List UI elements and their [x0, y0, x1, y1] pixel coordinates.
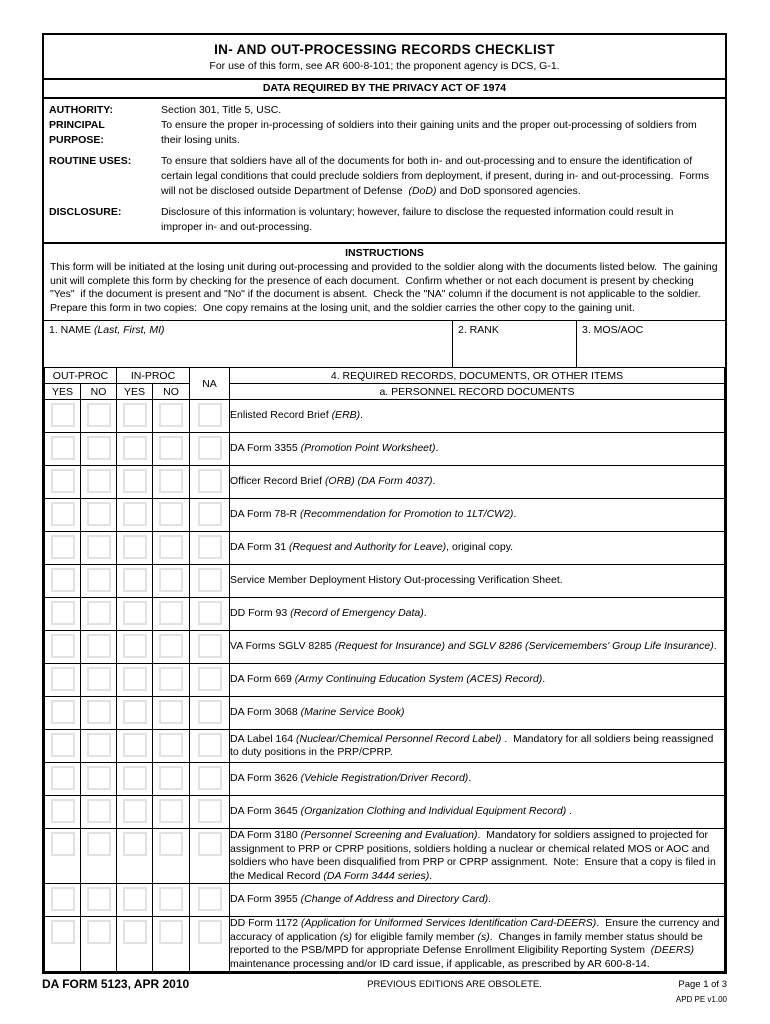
- checklist-row: [45, 565, 725, 598]
- checkbox-out-no[interactable]: [87, 601, 111, 625]
- apd-version: APD PE v1.00: [675, 995, 727, 1004]
- checkbox-cell-out-yes: [45, 466, 81, 499]
- checkbox-out-yes[interactable]: [51, 887, 75, 911]
- checkbox-cell-na: [190, 664, 230, 697]
- checkbox-in-no[interactable]: [159, 469, 183, 493]
- checkbox-in-yes[interactable]: [123, 436, 147, 460]
- checkbox-out-yes[interactable]: [51, 502, 75, 526]
- checkbox-cell-out-yes: [45, 763, 81, 796]
- checklist-body: [45, 400, 725, 972]
- checkbox-out-no[interactable]: [87, 887, 111, 911]
- checkbox-na[interactable]: [198, 733, 222, 757]
- checkbox-in-no[interactable]: [159, 766, 183, 790]
- checkbox-cell-na: [190, 433, 230, 466]
- checkbox-out-no[interactable]: [87, 469, 111, 493]
- instructions-text: This form will be initiated at the losing unit during out-processing and provided to the soldier along with the documents listed below. The gaining unit will complete this form by checking for the presence of each document. Confirm whether or not each document is present by checking "Yes" if the document is present and "No" if the document is absent. Check the "NA" column if the document is not applicable to the soldier. Prepare this form in two copies: One copy remains at the losing unit, and the soldier carries the other copy to the gaining unit.: [50, 261, 721, 314]
- checklist-item-text: DA Form 3626 (Vehicle Registration/Driver Record).: [230, 763, 725, 796]
- name-field: [44, 321, 453, 367]
- checkbox-cell-out-yes: [45, 433, 81, 466]
- checklist-item-text: DD Form 93 (Record of Emergency Data).: [230, 598, 725, 631]
- checkbox-na[interactable]: [198, 436, 222, 460]
- checkbox-cell-out-no: [81, 730, 117, 763]
- checkbox-cell-in-yes: [117, 796, 153, 829]
- checkbox-cell-out-yes: [45, 796, 81, 829]
- checkbox-cell-out-yes: [45, 917, 81, 972]
- checkbox-cell-out-no: [81, 499, 117, 532]
- checkbox-in-no[interactable]: [159, 887, 183, 911]
- instructions-section: [44, 244, 725, 321]
- checkbox-cell-in-no: [153, 763, 190, 796]
- checkbox-cell-out-no: [81, 664, 117, 697]
- checkbox-in-yes[interactable]: [123, 502, 147, 526]
- checkbox-in-yes[interactable]: [123, 920, 147, 944]
- checkbox-out-yes[interactable]: [51, 469, 75, 493]
- checkbox-out-yes[interactable]: [51, 799, 75, 823]
- checkbox-cell-in-yes: [117, 631, 153, 664]
- checkbox-in-no[interactable]: [159, 535, 183, 559]
- checkbox-na[interactable]: [198, 469, 222, 493]
- checkbox-cell-na: [190, 565, 230, 598]
- checkbox-cell-out-no: [81, 796, 117, 829]
- checklist-item-text: DA Form 3355 (Promotion Point Worksheet).: [230, 433, 725, 466]
- out-no-header: NO: [81, 384, 117, 400]
- checkbox-cell-in-no: [153, 730, 190, 763]
- checkbox-in-no[interactable]: [159, 832, 183, 856]
- checklist-row: [45, 917, 725, 972]
- checkbox-out-yes[interactable]: [51, 535, 75, 559]
- obsolete-note: PREVIOUS EDITIONS ARE OBSOLETE.: [367, 979, 542, 990]
- checkbox-out-no[interactable]: [87, 733, 111, 757]
- authority-label: AUTHORITY:: [49, 104, 113, 116]
- checklist-row: [45, 400, 725, 433]
- checkbox-na[interactable]: [198, 502, 222, 526]
- checkbox-in-no[interactable]: [159, 799, 183, 823]
- checkbox-out-no[interactable]: [87, 403, 111, 427]
- rank-label: 2. RANK: [458, 324, 499, 336]
- checkbox-cell-in-no: [153, 829, 190, 884]
- page-number: Page 1 of 3: [678, 979, 727, 990]
- checkbox-na[interactable]: [198, 601, 222, 625]
- checkbox-cell-out-no: [81, 884, 117, 917]
- mos-label: 3. MOS/AOC: [582, 324, 644, 336]
- checkbox-in-yes[interactable]: [123, 832, 147, 856]
- checklist-row: [45, 796, 725, 829]
- authority-text: Section 301, Title 5, USC.: [161, 104, 282, 116]
- checkbox-in-yes[interactable]: [123, 403, 147, 427]
- checklist-row: [45, 730, 725, 763]
- routine-uses-label: ROUTINE USES:: [49, 155, 132, 167]
- checkbox-na[interactable]: [198, 887, 222, 911]
- principal-purpose-text: To ensure the proper in-processing of soldiers into their gaining units and the proper out-processing of soldiers from their losing units.: [161, 119, 700, 146]
- checkbox-out-no[interactable]: [87, 568, 111, 592]
- checkbox-out-yes[interactable]: [51, 667, 75, 691]
- checklist-item-text: DA Form 3645 (Organization Clothing and Individual Equipment Record) .: [230, 796, 725, 829]
- checkbox-cell-in-no: [153, 697, 190, 730]
- privacy-section: [44, 99, 725, 244]
- checkbox-out-yes[interactable]: [51, 403, 75, 427]
- checkbox-out-no[interactable]: [87, 535, 111, 559]
- privacy-row-routine-uses: [49, 154, 717, 199]
- privacy-row-disclosure: [49, 205, 717, 235]
- checkbox-cell-in-no: [153, 400, 190, 433]
- checkbox-cell-out-yes: [45, 631, 81, 664]
- checkbox-cell-in-yes: [117, 499, 153, 532]
- section-title: 4. REQUIRED RECORDS, DOCUMENTS, OR OTHER ITEMS: [230, 368, 725, 384]
- checkbox-in-no[interactable]: [159, 436, 183, 460]
- checklist-row: [45, 466, 725, 499]
- checkbox-cell-out-no: [81, 433, 117, 466]
- checkbox-na[interactable]: [198, 535, 222, 559]
- checklist-row: [45, 884, 725, 917]
- checkbox-out-yes[interactable]: [51, 920, 75, 944]
- checklist-row: [45, 631, 725, 664]
- form-id: DA FORM 5123, APR 2010: [42, 977, 190, 991]
- checklist-row: [45, 499, 725, 532]
- checkbox-cell-in-yes: [117, 884, 153, 917]
- checklist-row: [45, 532, 725, 565]
- checkbox-na[interactable]: [198, 766, 222, 790]
- checkbox-cell-in-no: [153, 884, 190, 917]
- checkbox-in-yes[interactable]: [123, 799, 147, 823]
- checkbox-out-yes[interactable]: [51, 832, 75, 856]
- checkbox-cell-na: [190, 466, 230, 499]
- checkbox-na[interactable]: [198, 403, 222, 427]
- checkbox-cell-out-yes: [45, 598, 81, 631]
- privacy-row-authority: [49, 103, 717, 118]
- checkbox-cell-in-no: [153, 466, 190, 499]
- checkbox-out-no[interactable]: [87, 766, 111, 790]
- checkbox-na[interactable]: [198, 634, 222, 658]
- out-proc-header: OUT-PROC: [45, 368, 117, 384]
- checkbox-cell-na: [190, 884, 230, 917]
- checkbox-cell-in-no: [153, 796, 190, 829]
- checklist-row: [45, 433, 725, 466]
- checkbox-cell-in-yes: [117, 697, 153, 730]
- instructions-title: INSTRUCTIONS: [345, 247, 424, 259]
- checklist-table: [44, 367, 725, 972]
- section-subtitle: a. PERSONNEL RECORD DOCUMENTS: [230, 384, 725, 400]
- checkbox-cell-na: [190, 598, 230, 631]
- checkbox-cell-na: [190, 697, 230, 730]
- checkbox-cell-out-yes: [45, 532, 81, 565]
- checklist-item-text: VA Forms SGLV 8285 (Request for Insurance) and SGLV 8286 (Servicemembers' Group Life Insurance).: [230, 631, 725, 664]
- checkbox-cell-in-yes: [117, 730, 153, 763]
- checkbox-cell-in-no: [153, 917, 190, 972]
- checkbox-cell-out-no: [81, 631, 117, 664]
- checkbox-in-no[interactable]: [159, 733, 183, 757]
- checkbox-cell-out-no: [81, 565, 117, 598]
- checklist-row: [45, 829, 725, 884]
- title-block: [44, 35, 725, 80]
- checkbox-cell-na: [190, 499, 230, 532]
- checkbox-in-yes[interactable]: [123, 887, 147, 911]
- checkbox-cell-in-yes: [117, 565, 153, 598]
- checklist-row: [45, 697, 725, 730]
- rank-input[interactable]: [458, 336, 571, 364]
- checkbox-cell-out-yes: [45, 697, 81, 730]
- checklist-item-text: DA Form 78-R (Recommendation for Promotion to 1LT/CW2).: [230, 499, 725, 532]
- checkbox-out-yes[interactable]: [51, 700, 75, 724]
- checkbox-cell-na: [190, 400, 230, 433]
- checkbox-cell-na: [190, 796, 230, 829]
- checkbox-cell-in-yes: [117, 466, 153, 499]
- checklist-item-text: Service Member Deployment History Out-processing Verification Sheet.: [230, 565, 725, 598]
- page-footer: [42, 977, 727, 1004]
- checkbox-in-yes[interactable]: [123, 766, 147, 790]
- checkbox-cell-out-yes: [45, 884, 81, 917]
- checkbox-na[interactable]: [198, 700, 222, 724]
- checkbox-cell-in-no: [153, 598, 190, 631]
- checkbox-cell-out-no: [81, 532, 117, 565]
- na-header: NA: [190, 368, 230, 400]
- checkbox-cell-out-no: [81, 697, 117, 730]
- identity-row: [44, 321, 725, 367]
- checkbox-cell-na: [190, 532, 230, 565]
- in-proc-header: IN-PROC: [117, 368, 190, 384]
- checklist-item-text: DA Form 3068 (Marine Service Book): [230, 697, 725, 730]
- checklist-row: [45, 664, 725, 697]
- checklist-item-text: DD Form 1172 (Application for Uniformed Services Identification Card-DEERS). Ensure the currency and accuracy of application (s) for eligible family member (s). Changes in family member status should be reported to the PSB/MPD for appropriate Defense Enrollment Eligibility Reporting System (DEERS) maintenance processing and/or ID card issue, if applicable, as prescribed by AR 600-8-14.: [230, 917, 725, 972]
- checkbox-cell-in-no: [153, 499, 190, 532]
- checkbox-na[interactable]: [198, 920, 222, 944]
- checklist-row: [45, 598, 725, 631]
- checkbox-out-no[interactable]: [87, 920, 111, 944]
- checkbox-cell-in-yes: [117, 433, 153, 466]
- checkbox-in-no[interactable]: [159, 568, 183, 592]
- checkbox-out-yes[interactable]: [51, 634, 75, 658]
- checkbox-na[interactable]: [198, 568, 222, 592]
- checkbox-cell-in-no: [153, 433, 190, 466]
- checklist-item-text: DA Label 164 (Nuclear/Chemical Personnel Record Label) . Mandatory for all soldiers being reassigned to duty positions in the PRP/CPRP.: [230, 730, 725, 763]
- checkbox-out-no[interactable]: [87, 667, 111, 691]
- checklist-item-text: DA Form 669 (Army Continuing Education System (ACES) Record).: [230, 664, 725, 697]
- form-frame: [42, 33, 727, 974]
- checkbox-in-yes[interactable]: [123, 469, 147, 493]
- checkbox-cell-in-no: [153, 664, 190, 697]
- in-yes-header: YES: [117, 384, 153, 400]
- checkbox-out-no[interactable]: [87, 634, 111, 658]
- checkbox-out-no[interactable]: [87, 436, 111, 460]
- checkbox-out-yes[interactable]: [51, 436, 75, 460]
- checkbox-cell-in-yes: [117, 400, 153, 433]
- checkbox-out-yes[interactable]: [51, 766, 75, 790]
- checkbox-in-yes[interactable]: [123, 601, 147, 625]
- checkbox-cell-na: [190, 829, 230, 884]
- checkbox-cell-in-yes: [117, 763, 153, 796]
- checkbox-out-no[interactable]: [87, 832, 111, 856]
- checkbox-cell-out-yes: [45, 400, 81, 433]
- name-input[interactable]: [49, 336, 447, 364]
- checkbox-in-yes[interactable]: [123, 634, 147, 658]
- checkbox-in-no[interactable]: [159, 700, 183, 724]
- checkbox-in-yes[interactable]: [123, 700, 147, 724]
- checkbox-cell-na: [190, 917, 230, 972]
- checkbox-cell-out-no: [81, 400, 117, 433]
- checkbox-cell-in-no: [153, 565, 190, 598]
- checkbox-out-no[interactable]: [87, 700, 111, 724]
- mos-input[interactable]: [582, 336, 720, 364]
- privacy-act-header: DATA REQUIRED BY THE PRIVACY ACT OF 1974: [44, 80, 725, 99]
- checkbox-cell-in-no: [153, 631, 190, 664]
- principal-purpose-label: PRINCIPAL PURPOSE:: [49, 119, 105, 146]
- checkbox-cell-in-yes: [117, 598, 153, 631]
- checkbox-cell-na: [190, 631, 230, 664]
- checkbox-out-no[interactable]: [87, 502, 111, 526]
- checkbox-cell-out-yes: [45, 565, 81, 598]
- checkbox-cell-out-yes: [45, 664, 81, 697]
- checkbox-in-no[interactable]: [159, 601, 183, 625]
- form-subtitle: For use of this form, see AR 600-8-101; the proponent agency is DCS, G-1.: [209, 60, 560, 72]
- checkbox-in-no[interactable]: [159, 502, 183, 526]
- checkbox-cell-in-yes: [117, 532, 153, 565]
- name-label: 1. NAME (Last, First, MI): [49, 324, 165, 336]
- checkbox-cell-in-yes: [117, 664, 153, 697]
- checkbox-cell-out-yes: [45, 829, 81, 884]
- checkbox-out-yes[interactable]: [51, 601, 75, 625]
- out-yes-header: YES: [45, 384, 81, 400]
- checkbox-in-yes[interactable]: [123, 568, 147, 592]
- checklist-item-text: Enlisted Record Brief (ERB).: [230, 400, 725, 433]
- checkbox-in-yes[interactable]: [123, 733, 147, 757]
- checkbox-out-no[interactable]: [87, 799, 111, 823]
- checkbox-na[interactable]: [198, 832, 222, 856]
- checkbox-in-no[interactable]: [159, 634, 183, 658]
- checkbox-na[interactable]: [198, 667, 222, 691]
- checkbox-in-yes[interactable]: [123, 535, 147, 559]
- checkbox-cell-out-no: [81, 917, 117, 972]
- checkbox-cell-na: [190, 763, 230, 796]
- checklist-item-text: DA Form 31 (Request and Authority for Leave), original copy.: [230, 532, 725, 565]
- checkbox-cell-out-yes: [45, 730, 81, 763]
- checkbox-in-no[interactable]: [159, 403, 183, 427]
- checkbox-cell-out-yes: [45, 499, 81, 532]
- checkbox-in-no[interactable]: [159, 920, 183, 944]
- checklist-item-text: Officer Record Brief (ORB) (DA Form 4037).: [230, 466, 725, 499]
- checkbox-cell-in-yes: [117, 829, 153, 884]
- checkbox-in-no[interactable]: [159, 667, 183, 691]
- checklist-item-text: DA Form 3955 (Change of Address and Directory Card).: [230, 884, 725, 917]
- disclosure-text: Disclosure of this information is voluntary; however, failure to disclose the requested information could result in improper in- and out-processing.: [161, 206, 677, 233]
- mos-field: [577, 321, 725, 367]
- form-title: IN- AND OUT-PROCESSING RECORDS CHECKLIST: [214, 42, 555, 57]
- in-no-header: NO: [153, 384, 190, 400]
- checkbox-na[interactable]: [198, 799, 222, 823]
- checkbox-in-yes[interactable]: [123, 667, 147, 691]
- checkbox-cell-out-no: [81, 466, 117, 499]
- checkbox-cell-out-no: [81, 598, 117, 631]
- checkbox-cell-in-yes: [117, 917, 153, 972]
- checklist-item-text: DA Form 3180 (Personnel Screening and Evaluation). Mandatory for soldiers assigned to projected for assignment to PRP or CPRP positions, soldiers holding a nuclear or chemical related MOS or AOC and soldiers who have been disqualified from PRP or CPRP assignment. Note: Ensure that a copy is filed in the Medical Record (DA Form 3444 series).: [230, 829, 725, 884]
- checkbox-cell-out-no: [81, 763, 117, 796]
- checkbox-cell-out-no: [81, 829, 117, 884]
- routine-uses-text: To ensure that soldiers have all of the documents for both in- and out-processing and to ensure the identification of certain legal conditions that could preclude soldiers from deployment, if present, during in- and out-processing. Forms will not be disclosed outside Department of Defense (DoD) and DoD sponsored agencies.: [161, 155, 712, 197]
- checkbox-cell-na: [190, 730, 230, 763]
- checkbox-out-yes[interactable]: [51, 733, 75, 757]
- checkbox-out-yes[interactable]: [51, 568, 75, 592]
- checkbox-cell-in-no: [153, 532, 190, 565]
- checklist-row: [45, 763, 725, 796]
- disclosure-label: DISCLOSURE:: [49, 206, 122, 218]
- privacy-row-principal-purpose: [49, 118, 717, 148]
- rank-field: [453, 321, 577, 367]
